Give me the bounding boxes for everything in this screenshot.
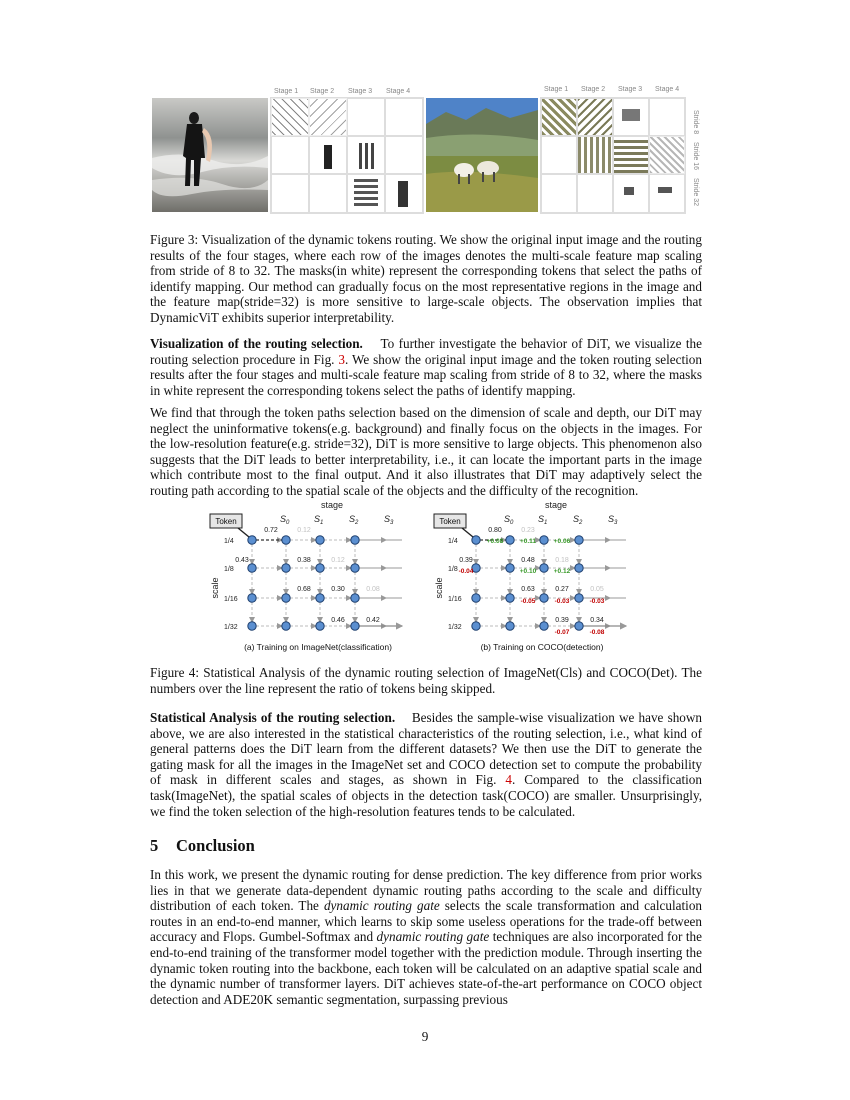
- delta-label: -0.03: [554, 598, 570, 605]
- routing-node: [351, 564, 359, 572]
- stage-label-left-2: Stage 2: [310, 88, 335, 95]
- delta-label: +0.06: [553, 538, 571, 545]
- stage-name: $S_0$: [280, 514, 290, 526]
- paragraph-text: Besides the sample-wise visualization we have shown above, we are also interested in the statistical characteristics of the routing selection, i.e., what kind of general patterns does the DiT learn from the different datasets? We then use the DiT to generate the gating mask for all the images in the ImageNet set and COCO detection set to compute the probability of mask in different scales and stages, as shown in Fig.: [150, 710, 703, 788]
- paragraph-heading: Statistical Analysis of the routing selection.: [150, 710, 396, 725]
- routing-node: [282, 564, 290, 572]
- skip-ratio-label: 0.39: [555, 617, 569, 624]
- routing-node: [575, 564, 583, 572]
- stride-label-16: Stride 16: [692, 142, 699, 171]
- conclusion-text: In this work, we present the dynamic routing for dense prediction. The key difference from prior works lies in that we generate data-dependent dynamic routing paths according to the scale and difficulty distribution of each token. The: [150, 867, 702, 914]
- delta-label: -0.03: [589, 598, 605, 605]
- token-arrow: [462, 528, 473, 537]
- stage-name: $S_0$: [504, 514, 514, 526]
- routing-node: [316, 594, 324, 602]
- routing-node: [248, 536, 256, 544]
- surfer-photo: [152, 98, 268, 212]
- paragraph-text: . Compared to the classification task(ImageNet), the spatial scales of objects in the detection task(COCO) are smaller. Unsurprisingly, we find the token selection of the high-resolution features tends to be calculated.: [150, 772, 702, 819]
- figure-3: [150, 86, 700, 214]
- routing-node: [248, 564, 256, 572]
- stage-name: $S_3$: [608, 514, 618, 526]
- routing-node: [575, 622, 583, 630]
- conclusion-text: techniques are also incorporated for the end-to-end training of the transformer model together with the prediction module. Through inserting the dynamic token routing into the backbone, each token will be calculated on an adaptive spatial scale and the dynamic number of transformer layers. DiT achieves state-of-the-art performance on COCO object detection and ADE20K semantic segmentation, surpassing previous: [150, 929, 702, 1007]
- routing-node: [316, 622, 324, 630]
- paragraph-text: . We show the original input image and the token routing selection results after the four stages and multi-scale feature map scaling from stride of 8 to 32, where the masks in white represent the corresponding tokens select the paths of identify mapping.: [150, 351, 702, 398]
- stage-label-right-4: Stage 4: [655, 86, 680, 93]
- routing-node: [282, 622, 290, 630]
- scale-name: 1/4: [448, 538, 458, 545]
- scale-name: 1/4: [224, 538, 234, 545]
- figure-4-ref-link[interactable]: 4: [505, 772, 512, 788]
- routing-diagram: [208, 496, 430, 662]
- skip-ratio-label: 0.05: [590, 586, 604, 593]
- stage-name: $S_1$: [314, 514, 324, 526]
- routing-node: [351, 536, 359, 544]
- conclusion-text: selects the scale transformation and calculation routes in an end-to-end manner, which learns to skip some useless operations for the trade-off between accuracy and Flops. Gumbel-Softmax and: [150, 898, 703, 945]
- figure-3-ref-link[interactable]: 3: [338, 351, 345, 367]
- delta-label: +0.08: [486, 538, 504, 545]
- conclusion-term: dynamic routing gate: [376, 929, 490, 945]
- routing-node: [282, 594, 290, 602]
- routing-node: [506, 536, 514, 544]
- skip-ratio-label: 0.43: [235, 557, 249, 564]
- stage-label-right-2: Stage 2: [581, 86, 606, 93]
- routing-node: [540, 564, 548, 572]
- delta-label: -0.07: [554, 629, 570, 636]
- scale-name: 1/8: [448, 566, 458, 573]
- figure-3-caption: Figure 3: Visualization of the dynamic tokens routing. We show the original input image and the routing results of the four stages, where each row of the images denotes the multi-scale feature map scaling from stride of 8 to 32. The masks(in white) represent the corresponding tokens that select the paths of identify mapping. Our method can gradually focus on the most representative regions in the image and the feature map(stride=32) is more sensitive to large-scale objects. The observation implies that DynamicViT exhibits superior interpretability.: [150, 232, 702, 325]
- stage-label-left-4: Stage 4: [386, 88, 411, 95]
- paragraph-findings: We find that through the token paths selection based on the dimension of scale and depth, our DiT may neglect the uninformative tokens(e.g. background) and finally focus on the objects in the images. For the low-resolution feature(e.g. stride=32), DiT is more sensitive to large objects. This phenomenon also suggests that the DiT leads to better interpretability, i.e., it can locate the important parts in the image which contribute most to the final output. And it also illustrates that DiT may adaptively select the routing path according to the spatial scale of the objects and the difficulty of the recognition.: [150, 405, 702, 498]
- routing-node: [540, 594, 548, 602]
- routing-node: [248, 594, 256, 602]
- delta-label: -0.05: [520, 598, 536, 605]
- skip-ratio-label: 0.12: [331, 557, 345, 564]
- figure-4-caption: Figure 4: Statistical Analysis of the dynamic routing selection of ImageNet(Cls) and COCO(Det). The numbers over the line represent the ratio of tokens being skipped.: [150, 665, 702, 696]
- skip-ratio-label: 0.39: [459, 557, 473, 564]
- scale-name: 1/32: [448, 624, 462, 631]
- skip-ratio-label: 0.18: [555, 557, 569, 564]
- skip-ratio-label: 0.46: [331, 617, 345, 624]
- conclusion-term: dynamic routing gate: [323, 898, 440, 914]
- routing-diagram: [432, 496, 654, 662]
- stage-label-left-3: Stage 3: [348, 88, 373, 95]
- routing-node: [316, 536, 324, 544]
- delta-label: +0.12: [553, 568, 571, 575]
- scale-axis-title: scale: [210, 577, 220, 599]
- skip-ratio-label: 0.38: [297, 557, 311, 564]
- skip-ratio-label: 0.68: [297, 586, 311, 593]
- routing-node: [351, 622, 359, 630]
- skip-ratio-label: 0.27: [555, 586, 569, 593]
- skip-ratio-label: 0.30: [331, 586, 345, 593]
- delta-label: -0.08: [589, 629, 605, 636]
- routing-node: [351, 594, 359, 602]
- stage-label-right-1: Stage 1: [544, 86, 569, 93]
- delta-label: +0.11: [519, 538, 537, 545]
- panel-label: (a) Training on ImageNet(classification): [244, 642, 392, 652]
- token-label: Token: [215, 517, 237, 526]
- paragraph-text: To further investigate the behavior of DiT, we visualize the routing selection procedure in Fig.: [150, 336, 703, 367]
- routing-node: [316, 564, 324, 572]
- token-arrow: [238, 528, 249, 537]
- routing-node: [472, 594, 480, 602]
- skip-ratio-label: 0.12: [297, 527, 311, 534]
- routing-node: [282, 536, 290, 544]
- stage-name: $S_1$: [538, 514, 548, 526]
- routing-node: [472, 622, 480, 630]
- panel-label: (b) Training on COCO(detection): [480, 642, 604, 652]
- skip-ratio-label: 0.72: [264, 527, 278, 534]
- stride-label-32: Stride 32: [692, 178, 699, 207]
- page-number: 9: [421, 1029, 429, 1044]
- stage-name: $S_2$: [573, 514, 583, 526]
- skip-ratio-label: 0.42: [366, 617, 380, 624]
- routing-node: [575, 594, 583, 602]
- paragraph-visualization: [150, 336, 702, 398]
- routing-node: [575, 536, 583, 544]
- sheep-photo: [426, 98, 538, 212]
- routing-node: [506, 622, 514, 630]
- skip-ratio-label: 0.63: [521, 586, 535, 593]
- routing-node: [540, 622, 548, 630]
- figure-4-panel-a: [208, 496, 430, 662]
- stride-label-8: Stride 8: [692, 110, 699, 135]
- scale-name: 1/8: [224, 566, 234, 573]
- surfer-routing-grid: [270, 97, 424, 214]
- skip-ratio-label: 0.34: [590, 617, 604, 624]
- scale-name: 1/16: [224, 596, 238, 603]
- routing-node: [248, 622, 256, 630]
- skip-ratio-label: 0.80: [488, 527, 502, 534]
- figure-4-panel-b: [432, 496, 654, 662]
- stage-axis-title: stage: [544, 500, 568, 510]
- scale-axis-title: scale: [434, 577, 444, 599]
- skip-ratio-label: 0.08: [366, 586, 380, 593]
- scale-name: 1/32: [224, 624, 238, 631]
- stage-name: $S_3$: [384, 514, 394, 526]
- stage-axis-title: stage: [320, 500, 344, 510]
- section-number: 5: [150, 836, 159, 855]
- paragraph-statistical: [150, 710, 702, 819]
- routing-node: [506, 594, 514, 602]
- stage-label-right-3: Stage 3: [618, 86, 643, 93]
- routing-node: [472, 536, 480, 544]
- section-title: Conclusion: [176, 836, 255, 855]
- skip-ratio-label: 0.23: [521, 527, 535, 534]
- section-heading: [150, 836, 255, 856]
- sheep-routing-grid: [540, 97, 686, 214]
- token-label: Token: [439, 517, 461, 526]
- skip-ratio-label: 0.48: [521, 557, 535, 564]
- stage-name: $S_2$: [349, 514, 359, 526]
- paragraph-conclusion: [150, 867, 702, 1007]
- scale-name: 1/16: [448, 596, 462, 603]
- routing-node: [540, 536, 548, 544]
- delta-label: +0.10: [519, 568, 537, 575]
- delta-label: -0.04: [458, 568, 474, 575]
- stage-label-left-1: Stage 1: [274, 88, 299, 95]
- paragraph-heading: Visualization of the routing selection.: [150, 336, 363, 351]
- routing-node: [506, 564, 514, 572]
